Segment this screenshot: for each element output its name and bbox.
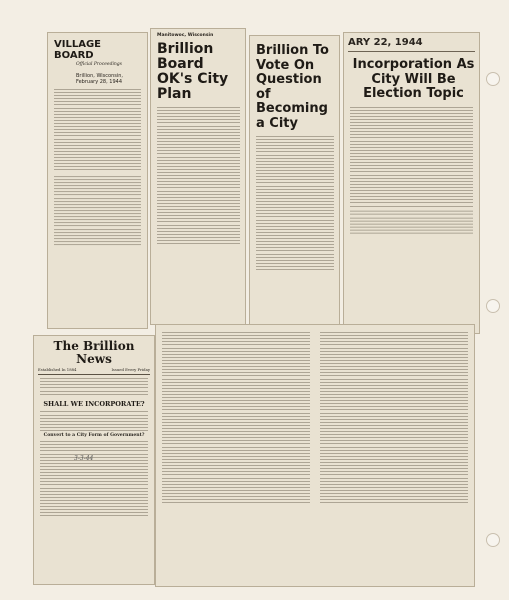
- news-masthead: The Brillion News: [53, 339, 135, 366]
- clipping-incorporation: [344, 33, 479, 333]
- handwritten-date-note: 3-3-44: [74, 455, 94, 462]
- to-vote-headline: Brillion To Vote On Question of Becoming a City: [256, 43, 329, 131]
- clipping-brillion-to-vote: [250, 36, 339, 331]
- village-board-body-text: [54, 89, 141, 170]
- board-ok-body-text: [157, 107, 240, 244]
- village-board-upside-down-text: [54, 176, 141, 245]
- village-board-headline: VILLAGE BOARD: [54, 39, 101, 61]
- news-masthead-block: [38, 340, 150, 375]
- binder-hole-top: [486, 72, 500, 86]
- clipping-brillion-news: [34, 336, 154, 584]
- binder-hole-bottom: [486, 533, 500, 547]
- news-masthead-meta: [38, 367, 150, 372]
- incorporation-headline: Incorporation As City Will Be Election Topic: [352, 57, 475, 101]
- clipping-village-board: [48, 33, 147, 328]
- village-board-dateline: Brillion, Wisconsin, February 28, 1944: [76, 73, 124, 85]
- clipping-brillion-board-ok: [151, 29, 245, 324]
- news-continuation-column-2: [320, 330, 468, 505]
- news-editorial-subheadline: Convert to a City Form of Government?: [43, 433, 145, 439]
- village-board-subhead: Official Proceedings: [76, 62, 122, 67]
- incorporation-upside-down-text: [350, 211, 473, 234]
- binder-hole-middle: [486, 299, 500, 313]
- to-vote-body-text: [256, 136, 334, 270]
- board-ok-dateline: Manitowoc, Wisconsin: [157, 33, 214, 38]
- news-meta-text: [40, 378, 148, 394]
- incorporation-body-text: [350, 107, 473, 207]
- incorporation-rule: [348, 51, 475, 52]
- news-continuation-columns: [156, 325, 474, 510]
- clipping-news-continuation: [156, 325, 474, 586]
- board-ok-headline: Brillion Board OK's City Plan: [157, 41, 229, 102]
- news-established: Established In 1884: [38, 367, 77, 373]
- news-issued: Issued Every Friday: [111, 367, 150, 373]
- news-editorial-headline: SHALL WE INCORPORATE?: [43, 399, 145, 408]
- incorporation-date-banner: ARY 22, 1944: [348, 37, 423, 48]
- news-editorial-text-2: [40, 441, 148, 516]
- news-continuation-column-1: [162, 330, 310, 505]
- news-editorial-text-1: [40, 411, 148, 431]
